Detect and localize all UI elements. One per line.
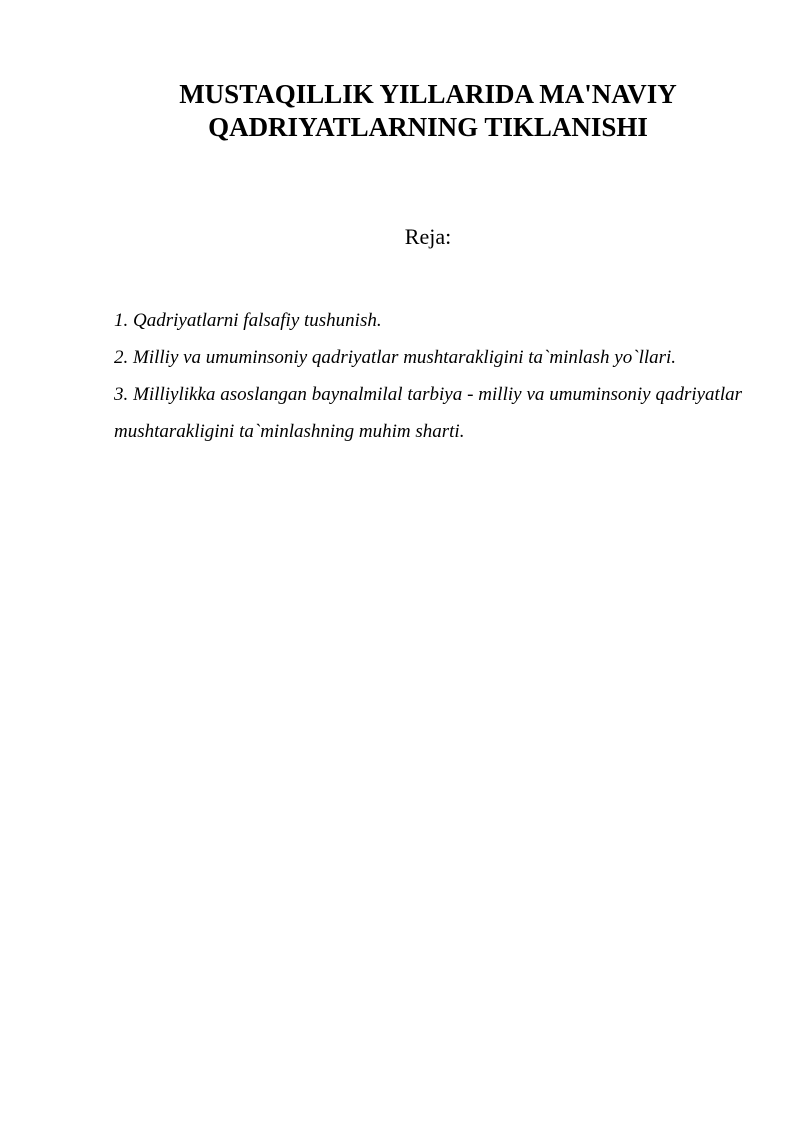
page-title-line-2: QADRIYATLARNING TIKLANISHI xyxy=(208,112,648,142)
plan-item-2: 2. Milliy va umuminsoniy qadriyatlar mushtarakligini ta`minlash yo`llari. xyxy=(114,347,677,368)
plan-item-3: 3. Milliylikka asoslangan baynalmilal tarbiya - milliy va umuminsoniy qadriyatlar mushtarakligini ta`minlashning muhim sharti. xyxy=(114,384,742,442)
page-title-line-1: MUSTAQILLIK YILLARIDA MA'NAVIY xyxy=(179,79,677,109)
plan-heading: Reja: xyxy=(404,224,452,249)
plan-item-1: 1. Qadriyatlarni falsafiy tushunish. xyxy=(114,310,382,331)
page-title xyxy=(100,78,756,144)
plan-list xyxy=(114,302,742,450)
